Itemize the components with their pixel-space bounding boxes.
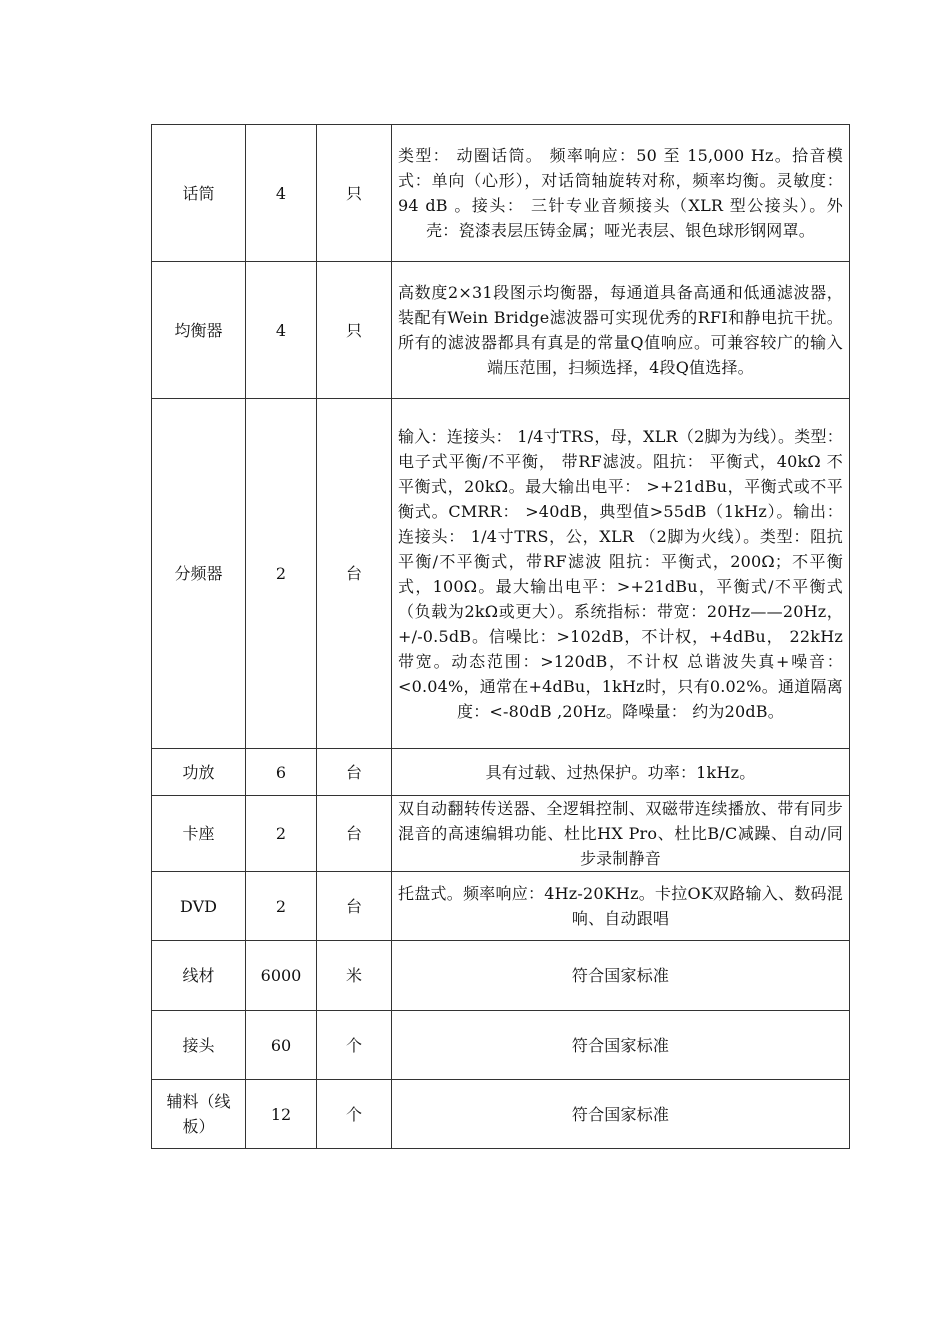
item-name: 分频器 <box>152 399 246 749</box>
item-name: 均衡器 <box>152 262 246 399</box>
item-quantity: 2 <box>246 872 317 941</box>
item-name: 卡座 <box>152 796 246 872</box>
item-unit: 只 <box>317 262 392 399</box>
table-row <box>152 399 850 749</box>
item-unit: 台 <box>317 872 392 941</box>
item-spec: 托盘式。频率响应：4Hz-20KHz。卡拉OK双路输入、数码混响、自动跟唱 <box>392 872 850 941</box>
item-quantity: 60 <box>246 1011 317 1080</box>
item-spec: 符合国家标准 <box>392 941 850 1011</box>
item-spec: 符合国家标准 <box>392 1080 850 1149</box>
table-row <box>152 941 850 1011</box>
item-spec: 具有过载、过热保护。功率：1kHz。 <box>392 749 850 796</box>
item-spec: 输入：连接头： 1/4寸TRS，母，XLR（2脚为为线）。类型： 电子式平衡/不平衡， 带RF滤波。阻抗： 平衡式，40kΩ 不平衡式，20kΩ。最大输出电平： >+21dBu，平衡式或不平衡式。CMRR： >40dB，典型值>55dB（1kHz）。输出：连接头： 1/4寸TRS，公，XLR （2脚为火线）。类型：阻抗平衡/不平衡式，带RF滤波 阻抗：平衡式，200Ω；不平衡式，100Ω。最大输出电平：>+21dBu，平衡式/不平衡式 （负载为2kΩ或更大）。系统指标：带宽：20Hz——20Hz，+/-0.5dB。信噪比：>102dB，不计权，+4dBu， 22kHz带宽。动态范围：>120dB，不计权 总谐波失真+噪音：<0.04%，通常在+4dBu，1kHz时，只有0.02%。通道隔离度：<-80dB ,20Hz。降噪量： 约为20dB。 <box>392 399 850 749</box>
table-row <box>152 1011 850 1080</box>
item-unit: 米 <box>317 941 392 1011</box>
item-quantity: 4 <box>246 125 317 262</box>
table-row <box>152 796 850 872</box>
item-spec: 符合国家标准 <box>392 1011 850 1080</box>
equipment-spec-table <box>151 124 850 1149</box>
item-name: 功放 <box>152 749 246 796</box>
table-row <box>152 749 850 796</box>
item-unit: 台 <box>317 796 392 872</box>
item-quantity: 4 <box>246 262 317 399</box>
item-name: 线材 <box>152 941 246 1011</box>
item-name: 话筒 <box>152 125 246 262</box>
item-spec: 类型： 动圈话筒。 频率响应：50 至 15,000 Hz。拾音模式：单向（心形），对话筒轴旋转对称，频率均衡。灵敏度： 94 dB 。接头： 三针专业音频接头（XLR 型公接头）。外壳：瓷漆表层压铸金属；哑光表层、银色球形钢网罩。 <box>392 125 850 262</box>
item-quantity: 6 <box>246 749 317 796</box>
item-name: DVD <box>152 872 246 941</box>
table-row <box>152 125 850 262</box>
item-name: 辅料（线板） <box>152 1080 246 1149</box>
item-quantity: 2 <box>246 399 317 749</box>
item-spec: 高数度2×31段图示均衡器，每通道具备高通和低通滤波器，装配有Wein Bridge滤波器可实现优秀的RFI和静电抗干扰。所有的滤波器都具有真是的常量Q值响应。可兼容较广的输入端压范围，扫频选择，4段Q值选择。 <box>392 262 850 399</box>
item-unit: 台 <box>317 749 392 796</box>
item-quantity: 2 <box>246 796 317 872</box>
item-quantity: 12 <box>246 1080 317 1149</box>
table-row <box>152 262 850 399</box>
item-unit: 只 <box>317 125 392 262</box>
item-spec: 双自动翻转传送器、全逻辑控制、双磁带连续播放、带有同步混音的高速编辑功能、杜比HX Pro、杜比B/C减躁、自动/同步录制静音 <box>392 796 850 872</box>
item-unit: 个 <box>317 1011 392 1080</box>
table-row <box>152 1080 850 1149</box>
item-unit: 台 <box>317 399 392 749</box>
item-name: 接头 <box>152 1011 246 1080</box>
item-unit: 个 <box>317 1080 392 1149</box>
item-quantity: 6000 <box>246 941 317 1011</box>
table-row <box>152 872 850 941</box>
